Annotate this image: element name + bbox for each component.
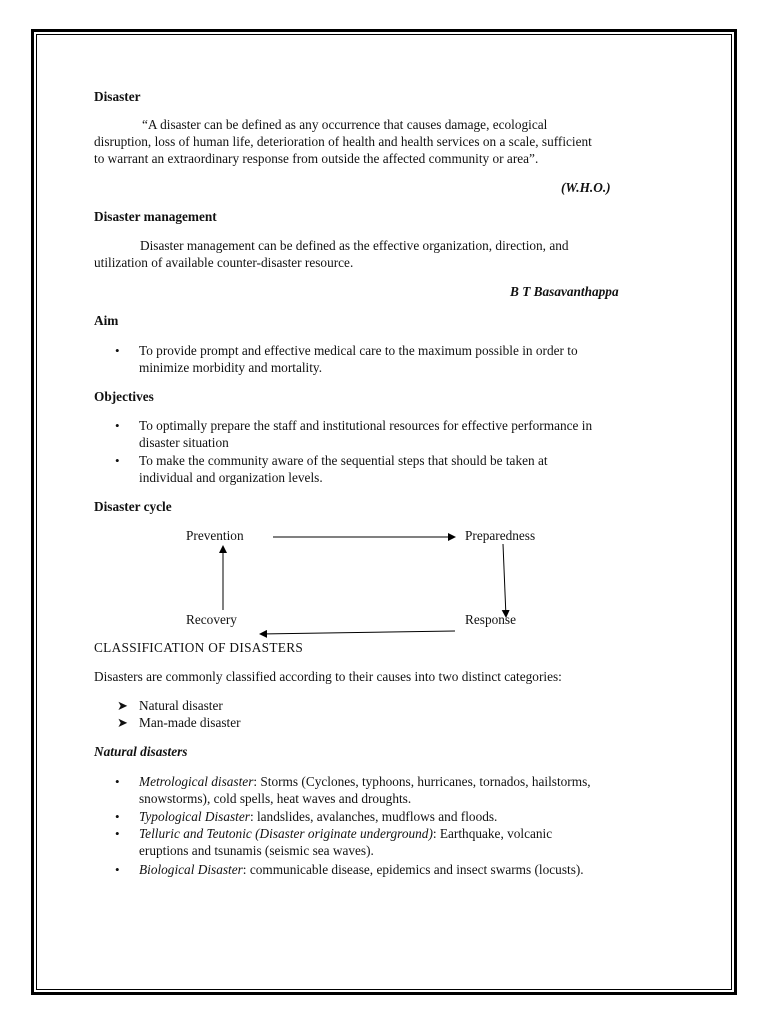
arrow-bullet-icon: ➤ — [117, 698, 128, 713]
aim-item-1-line-2: minimize morbidity and mortality. — [139, 360, 323, 375]
objective-item-1-line-2: disaster situation — [139, 435, 229, 450]
natural-item-3-text: : Earthquake, volcanic — [432, 826, 553, 841]
arrow-preparedness-to-response — [503, 544, 506, 617]
cycle-prevention: Prevention — [186, 528, 244, 543]
aim-heading: Aim — [94, 313, 119, 328]
cycle-heading: Disaster cycle — [94, 499, 172, 514]
cycle-response: Response — [465, 612, 516, 627]
category-man-made: Man-made disaster — [139, 715, 241, 730]
objective-item-2-line-1: To make the community aware of the sequential steps that should be taken at — [139, 453, 548, 468]
natural-item-1-text: : Storms (Cyclones, typhoons, hurricanes, tornados, hailstorms, — [253, 774, 591, 789]
natural-item-4-text: : communicable disease, epidemics and insect swarms (locusts). — [242, 862, 584, 877]
natural-item-2-term: Typological Disaster — [139, 809, 250, 824]
objectives-heading: Objectives — [94, 389, 154, 404]
category-natural: Natural disaster — [139, 698, 223, 713]
management-def-line-2: utilization of available counter-disaster resource. — [94, 255, 354, 270]
management-def-line-1: Disaster management can be defined as the effective organization, direction, and — [140, 238, 569, 253]
natural-item-1 — [139, 774, 591, 790]
natural-item-2-text: : landslides, avalanches, mudflows and floods. — [249, 809, 498, 824]
objective-item-2-line-2: individual and organization levels. — [139, 470, 323, 485]
bullet-icon: • — [115, 862, 120, 877]
disaster-quote-line-1: “A disaster can be defined as any occurrence that causes damage, ecological — [142, 117, 548, 132]
natural-item-3-cont: eruptions and tsunamis (seismic sea waves). — [139, 843, 374, 858]
arrow-bullet-icon: ➤ — [117, 715, 128, 730]
bullet-icon: • — [115, 809, 120, 824]
aim-item-1-line-1: To provide prompt and effective medical care to the maximum possible in order to — [139, 343, 578, 358]
natural-item-1-cont: snowstorms), cold spells, heat waves and droughts. — [139, 791, 412, 806]
bullet-icon: • — [115, 343, 120, 358]
bullet-icon: • — [115, 453, 120, 468]
natural-item-1-term: Metrological disaster — [139, 774, 254, 789]
disaster-source: (W.H.O.) — [561, 180, 611, 195]
natural-item-3 — [139, 826, 552, 842]
cycle-recovery: Recovery — [186, 612, 237, 627]
disaster-quote-line-2: disruption, loss of human life, deterioration of health and health services on a scale, sufficient — [94, 134, 592, 149]
objective-item-1-line-1: To optimally prepare the staff and institutional resources for effective performance in — [139, 418, 593, 433]
disaster-quote-line-3: to warrant an extraordinary response from outside the affected community or area”. — [94, 151, 539, 166]
arrow-response-to-recovery — [260, 631, 455, 634]
natural-item-2 — [139, 809, 497, 825]
natural-heading: Natural disasters — [94, 744, 188, 759]
bullet-icon: • — [115, 774, 120, 789]
disaster-heading: Disaster — [94, 89, 141, 104]
bullet-icon: • — [115, 418, 120, 433]
management-source: B T Basavanthappa — [510, 284, 619, 299]
bullet-icon: • — [115, 826, 120, 841]
classification-heading: CLASSIFICATION OF DISASTERS — [94, 640, 304, 655]
natural-item-4 — [139, 862, 584, 878]
cycle-preparedness: Preparedness — [465, 528, 536, 543]
classification-intro: Disasters are commonly classified according to their causes into two distinct categories: — [94, 669, 562, 684]
management-heading: Disaster management — [94, 209, 217, 224]
natural-item-4-term: Biological Disaster — [139, 862, 243, 877]
natural-item-3-term: Telluric and Teutonic (Disaster originate underground) — [139, 826, 433, 841]
